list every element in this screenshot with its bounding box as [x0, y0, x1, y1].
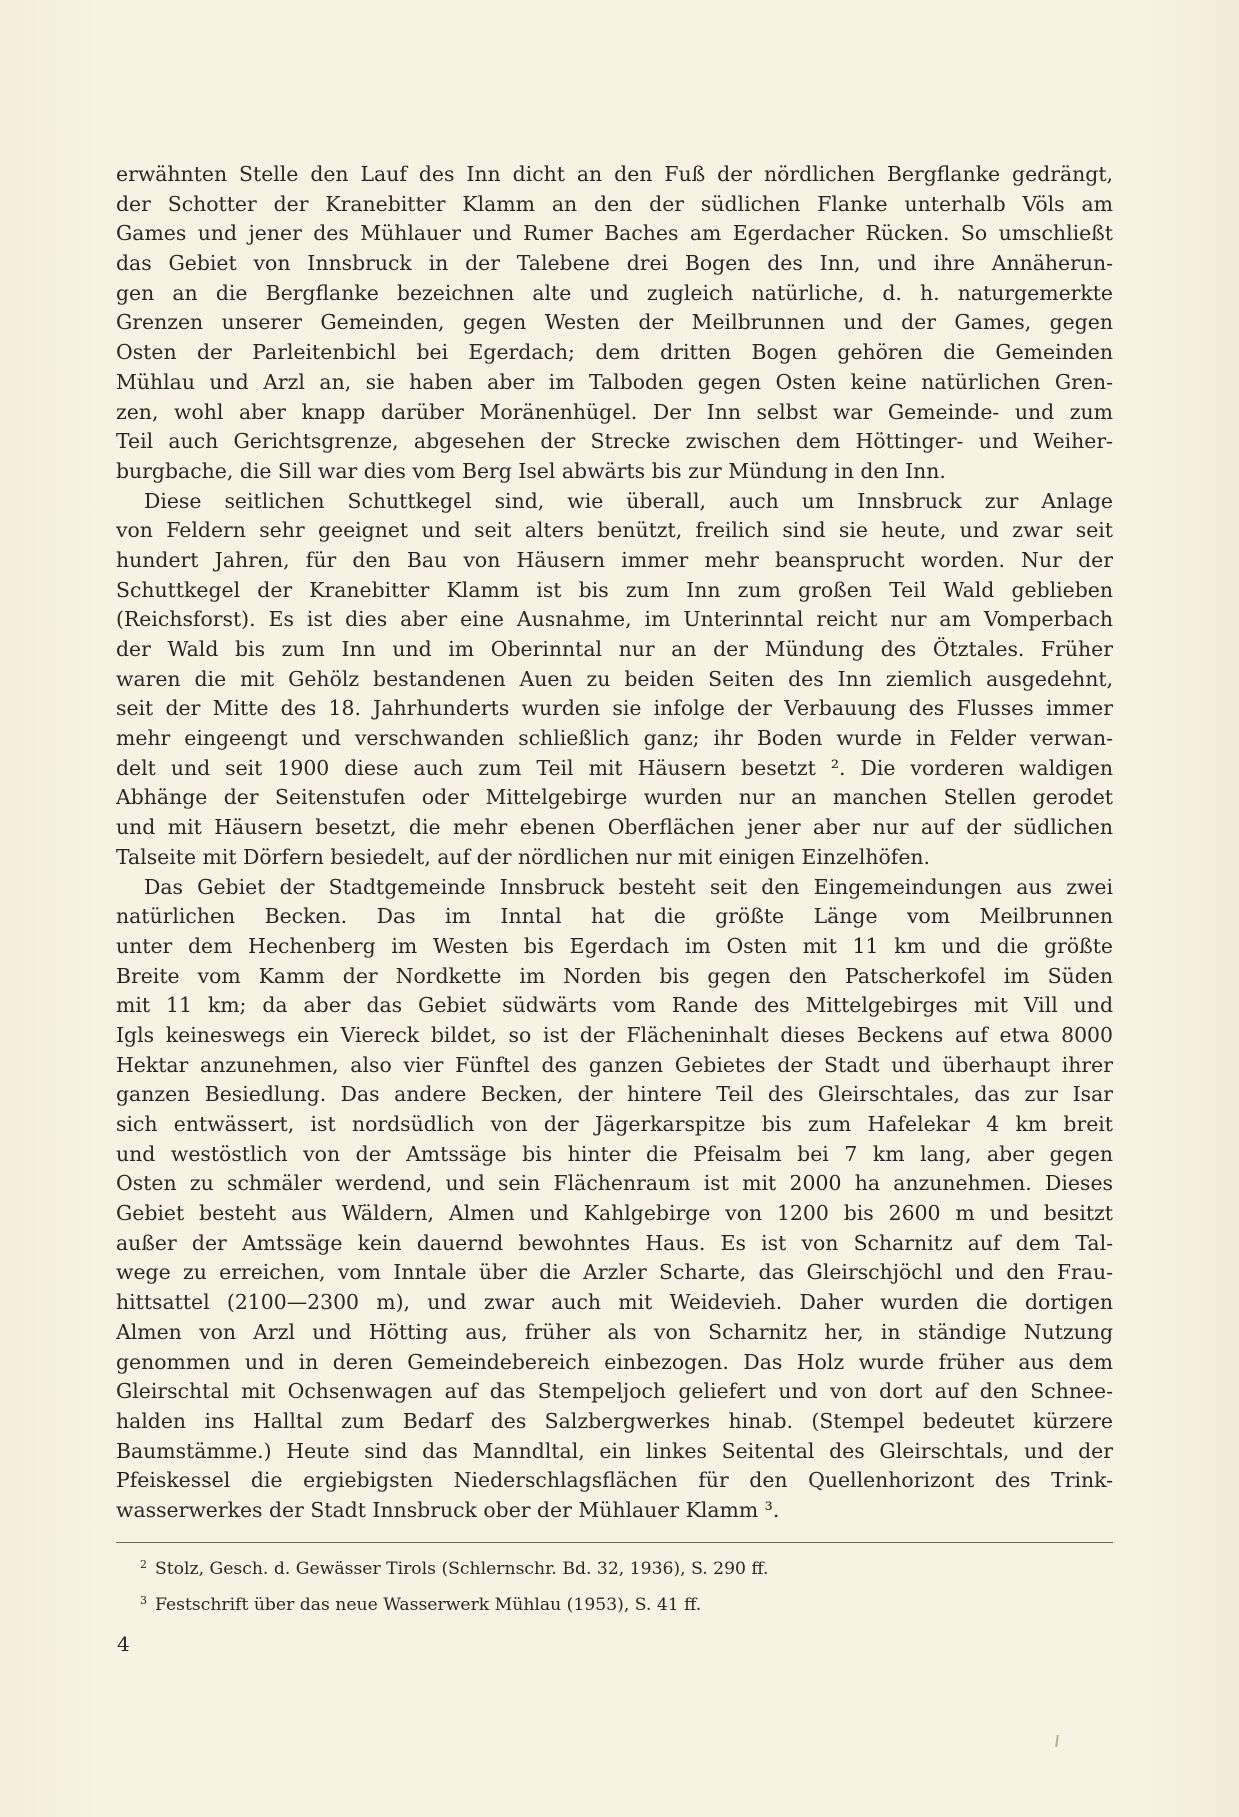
text-line: seit der Mitte des 18. Jahrhunderts wurden sie infolge der Verbauung des Flusses immer	[116, 696, 1113, 721]
footnote-text: Stolz, Gesch. d. Gewässer Tirols (Schlernschr. Bd. 32, 1936), S. 290 ff.	[155, 1559, 769, 1579]
text-line: zen, wohl aber knapp darüber Moränenhügel. Der Inn selbst war Gemeinde- und zum	[116, 399, 1113, 424]
text-line: Almen von Arzl und Hötting aus, früher als von Scharnitz her, in ständige Nutzung	[116, 1319, 1113, 1344]
text-line: Teil auch Gerichtsgrenze, abgesehen der Strecke zwischen dem Höttinger- und Weiher-	[116, 429, 1113, 454]
text-line: Osten der Parleitenbichl bei Egerdach; dem dritten Bogen gehören die Gemeinden	[116, 340, 1113, 365]
footnote-3	[140, 1585, 1100, 1621]
text-line: hundert Jahren, für den Bau von Häusern immer mehr beansprucht worden. Nur der	[116, 547, 1113, 572]
text-line: Schuttkegel der Kranebitter Klamm ist bis zum Inn zum großen Teil Wald geblieben	[116, 577, 1113, 602]
text-line: der Wald bis zum Inn und im Oberinntal nur an der Mündung des Ötztales. Früher	[116, 637, 1113, 661]
text-line: delt und seit 1900 diese auch zum Teil mit Häusern besetzt ². Die vorderen waldigen	[116, 755, 1113, 780]
footnote-2	[140, 1549, 1100, 1585]
text-line: von Feldern sehr geeignet und seit alters benützt, freilich sind sie heute, und zwar seit	[116, 518, 1113, 543]
text-line: Abhänge der Seitenstufen oder Mittelgebirge wurden nur an manchen Stellen gerodet	[116, 785, 1113, 810]
text-line: Gebiet besteht aus Wäldern, Almen und Kahlgebirge von 1200 bis 2600 m und besitzt	[116, 1201, 1113, 1226]
text-line: Talseite mit Dörfern besiedelt, auf der nördlichen nur mit einigen Einzelhöfen.	[116, 844, 931, 869]
text-line: erwähnten Stelle den Lauf des Inn dicht an den Fuß der nördlichen Bergflanke gedrängt,	[116, 162, 1113, 186]
text-line: Das Gebiet der Stadtgemeinde Innsbruck besteht seit den Eingemeindungen aus zwei	[144, 874, 1113, 899]
text-line: genommen und in deren Gemeindebereich einbezogen. Das Holz wurde früher aus dem	[116, 1349, 1113, 1374]
footnote-divider	[116, 1542, 1113, 1543]
text-line: Osten zu schmäler werdend, und sein Flächenraum ist mit 2000 ha anzunehmen. Dieses	[116, 1171, 1113, 1196]
text-line: wasserwerkes der Stadt Innsbruck ober der Mühlauer Klamm ³.	[116, 1497, 780, 1522]
body-text	[116, 160, 1113, 1526]
text-line: außer der Amtssäge kein dauernd bewohntes Haus. Es ist von Scharnitz auf dem Tal-	[116, 1230, 1113, 1255]
text-line: Gleirschtal mit Ochsenwagen auf das Stempeljoch geliefert und von dort auf den Schnee-	[116, 1379, 1113, 1404]
text-line: halden ins Halltal zum Bedarf des Salzbergwerkes hinab. (Stempel bedeutet kürzere	[116, 1408, 1113, 1433]
page-number: 4	[117, 1632, 130, 1656]
text-line: Grenzen unserer Gemeinden, gegen Westen der Meilbrunnen und der Games, gegen	[116, 310, 1113, 335]
text-line: Baumstämme.) Heute sind das Manndltal, ein linkes Seitental des Gleirschtals, und der	[116, 1438, 1113, 1463]
text-line: hittsattel (2100—2300 m), und zwar auch mit Weidevieh. Daher wurden die dortigen	[116, 1290, 1113, 1315]
footnote-mark: 3	[140, 1594, 147, 1607]
text-line: und mit Häusern besetzt, die mehr ebenen Oberflächen jener aber nur auf der südlichen	[116, 815, 1113, 840]
text-line: unter dem Hechenberg im Westen bis Egerdach im Osten mit 11 km und die größte	[116, 933, 1113, 958]
text-line: (Reichsforst). Es ist dies aber eine Ausnahme, im Unterinntal reicht nur am Vomperbach	[116, 607, 1113, 632]
text-line: sich entwässert, ist nordsüdlich von der Jägerkarspitze bis zum Hafelekar 4 km breit	[116, 1112, 1113, 1136]
text-line: wege zu erreichen, vom Inntale über die Arzler Scharte, das Gleirschjöchl und den Frau-	[116, 1260, 1113, 1285]
text-line: und westöstlich von der Amtssäge bis hinter die Pfeisalm bei 7 km lang, aber gegen	[116, 1141, 1113, 1166]
text-line: das Gebiet von Innsbruck in der Talebene drei Bogen des Inn, und ihre Annäherun-	[116, 251, 1113, 276]
text-line: Diese seitlichen Schuttkegel sind, wie überall, auch um Innsbruck zur Anlage	[144, 488, 1113, 513]
text-line: ganzen Besiedlung. Das andere Becken, der hintere Teil des Gleirschtales, das zur Isar	[116, 1082, 1113, 1107]
footnote-mark: 2	[140, 1558, 147, 1571]
text-line: waren die mit Gehölz bestandenen Auen zu beiden Seiten des Inn ziemlich ausgedehnt,	[116, 666, 1113, 691]
text-line: Breite vom Kamm der Nordkette im Norden bis gegen den Patscherkofel im Süden	[116, 963, 1113, 988]
text-line: mit 11 km; da aber das Gebiet südwärts vom Rande des Mittelgebirges mit Vill und	[116, 993, 1113, 1018]
text-line: mehr eingeengt und verschwanden schließlich ganz; ihr Boden wurde in Felder verwan-	[116, 726, 1113, 751]
text-line: burgbache, die Sill war dies vom Berg Isel abwärts bis zur Mündung in den Inn.	[116, 458, 946, 483]
paper-speck	[1055, 1735, 1059, 1747]
text-line: gen an die Bergflanke bezeichnen alte und zugleich natürliche, d. h. naturgemerkte	[116, 280, 1113, 305]
text-line: natürlichen Becken. Das im Inntal hat die größte Länge vom Meilbrunnen	[116, 904, 1113, 929]
text-line: Mühlau und Arzl an, sie haben aber im Talboden gegen Osten keine natürlichen Gren-	[116, 369, 1113, 394]
text-line: Hektar anzunehmen, also vier Fünftel des ganzen Gebietes der Stadt und überhaupt ihrer	[116, 1052, 1113, 1077]
text-line: Igls keineswegs ein Viereck bildet, so ist der Flächeninhalt dieses Beckens auf etwa 8000	[116, 1022, 1113, 1047]
footnote-text: Festschrift über das neue Wasserwerk Mühlau (1953), S. 41 ff.	[155, 1595, 702, 1615]
text-line: der Schotter der Kranebitter Klamm an den der südlichen Flanke unterhalb Völs am	[116, 191, 1113, 216]
text-line: Pfeiskessel die ergiebigsten Niederschlagsflächen für den Quellenhorizont des Trink-	[116, 1468, 1113, 1493]
text-line: Games und jener des Mühlauer und Rumer Baches am Egerdacher Rücken. So umschließt	[116, 221, 1113, 246]
footnotes	[140, 1549, 1100, 1621]
